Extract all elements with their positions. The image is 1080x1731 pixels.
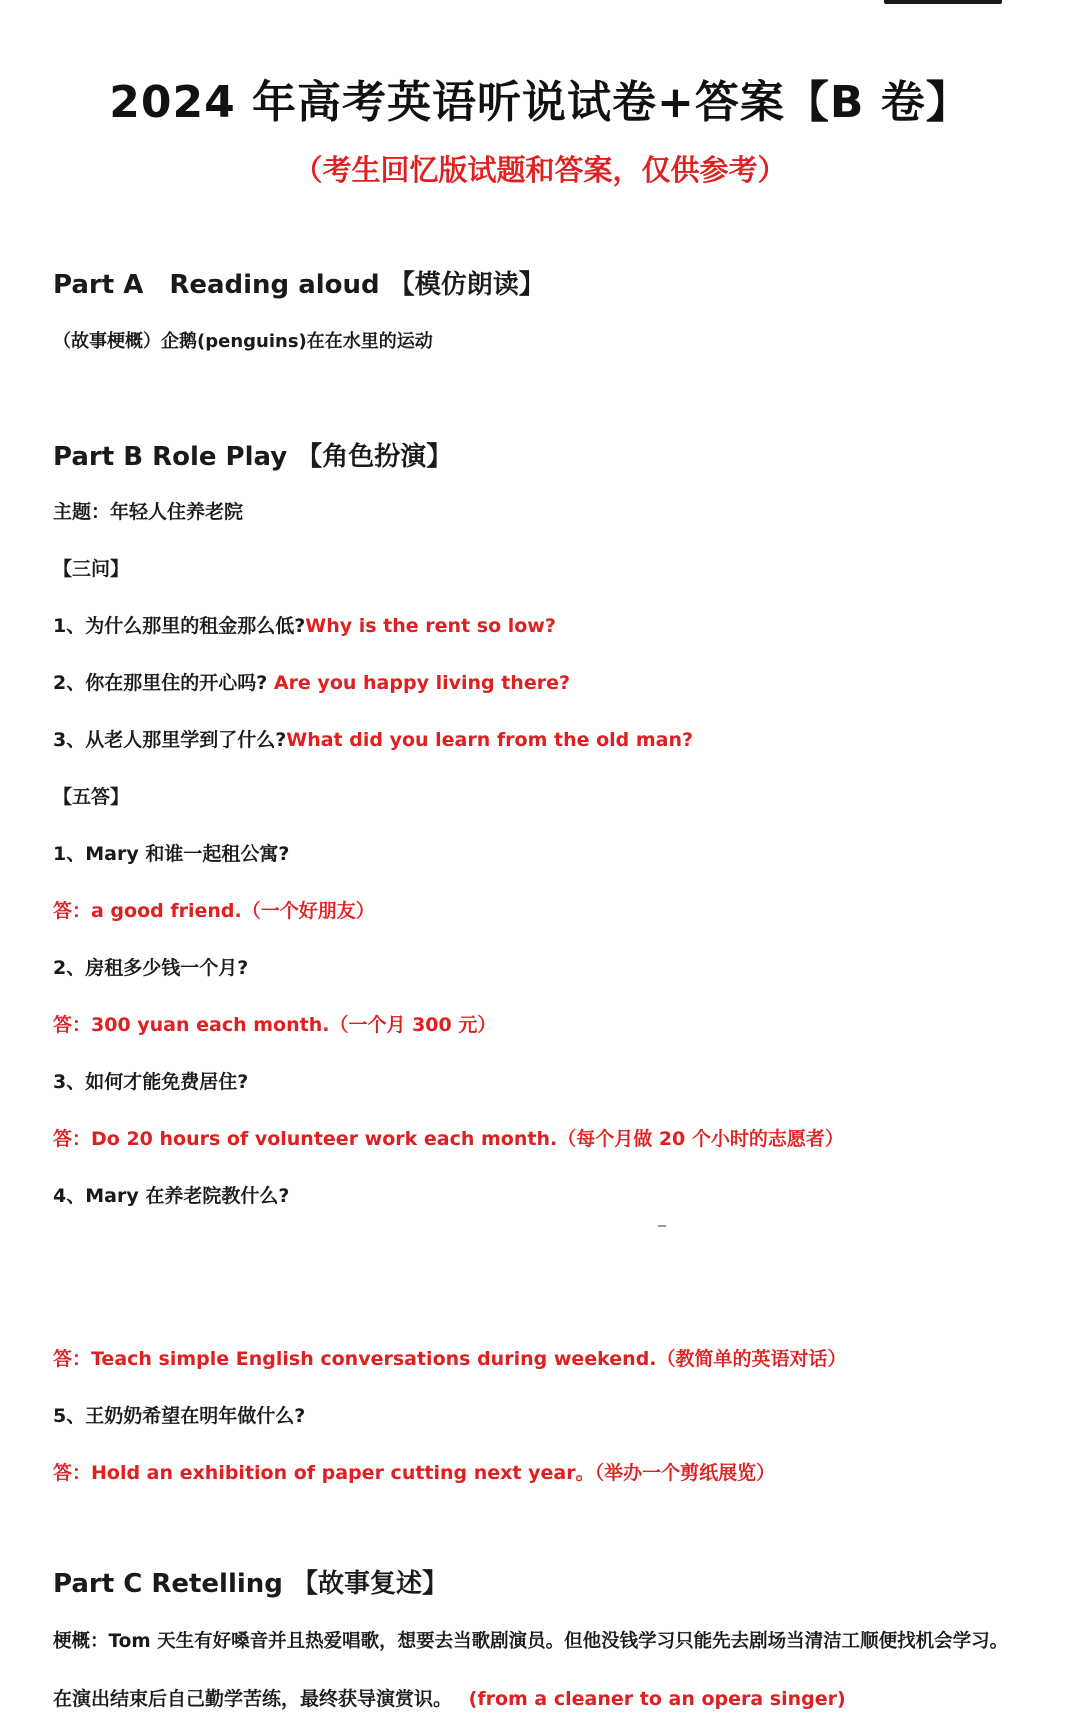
part-c-summary-line2: [53, 1684, 846, 1711]
part-b-topic: 主题：年轻人住养老院: [53, 501, 244, 523]
answer-question: 1、Mary 和谁一起租公寓?: [53, 843, 290, 865]
part-b-heading: Part B Role Play 【角色扮演】: [53, 442, 453, 472]
answer-question: 3、如何才能免费居住?: [53, 1071, 249, 1093]
summary-zh: 在演出结束后自己勤学苦练，最终获导演赏识。: [53, 1688, 453, 1710]
document-title: 2024 年高考英语听说试卷+答案【B 卷】: [109, 77, 971, 128]
answer-text: 答：a good friend.（一个好朋友）: [53, 900, 375, 922]
answer-text: 答：Teach simple English conversations during weekend.（教简单的英语对话）: [53, 1348, 847, 1370]
question-item: [53, 668, 570, 695]
five-answers-label: 【五答】: [53, 786, 130, 808]
three-questions-label: 【三问】: [53, 558, 130, 580]
part-a-heading: Part A Reading aloud 【模仿朗读】: [53, 270, 545, 300]
answer-text: 答：Do 20 hours of volunteer work each month.（每个月做 20 个小时的志愿者）: [53, 1128, 844, 1150]
document-subtitle: （考生回忆版试题和答案，仅供参考）: [293, 153, 787, 187]
question-item: [53, 611, 556, 638]
answer-text: 答：300 yuan each month.（一个月 300 元）: [53, 1014, 497, 1036]
question-en: What did you learn from the old man?: [286, 729, 694, 751]
part-a-summary: （故事梗概）企鹅(penguins)在在水里的运动: [53, 331, 433, 352]
faint-mark: [658, 1225, 666, 1227]
part-c-heading: Part C Retelling 【故事复述】: [53, 1569, 448, 1599]
question-zh: 3、从老人那里学到了什么?: [53, 729, 287, 751]
answer-text: 答：Hold an exhibition of paper cutting next year。（举办一个剪纸展览）: [53, 1462, 776, 1484]
top-edge-mark: [884, 0, 1002, 4]
question-en: Are you happy living there?: [273, 672, 571, 694]
answer-question: 2、房租多少钱一个月?: [53, 957, 249, 979]
part-c-summary-line1: 梗概：Tom 天生有好嗓音并且热爱唱歌，想要去当歌剧演员。但他没钱学习只能先去剧场当清洁工顺便找机会学习。: [53, 1631, 1009, 1652]
answer-question: 5、王奶奶希望在明年做什么?: [53, 1405, 306, 1427]
answer-question: 4、Mary 在养老院教什么?: [53, 1185, 290, 1207]
question-zh: 1、为什么那里的租金那么低?: [53, 615, 306, 637]
summary-en: (from a cleaner to an opera singer): [468, 1688, 846, 1710]
question-zh: 2、你在那里住的开心吗?: [53, 672, 274, 694]
question-en: Why is the rent so low?: [305, 615, 556, 637]
question-item: [53, 725, 693, 752]
